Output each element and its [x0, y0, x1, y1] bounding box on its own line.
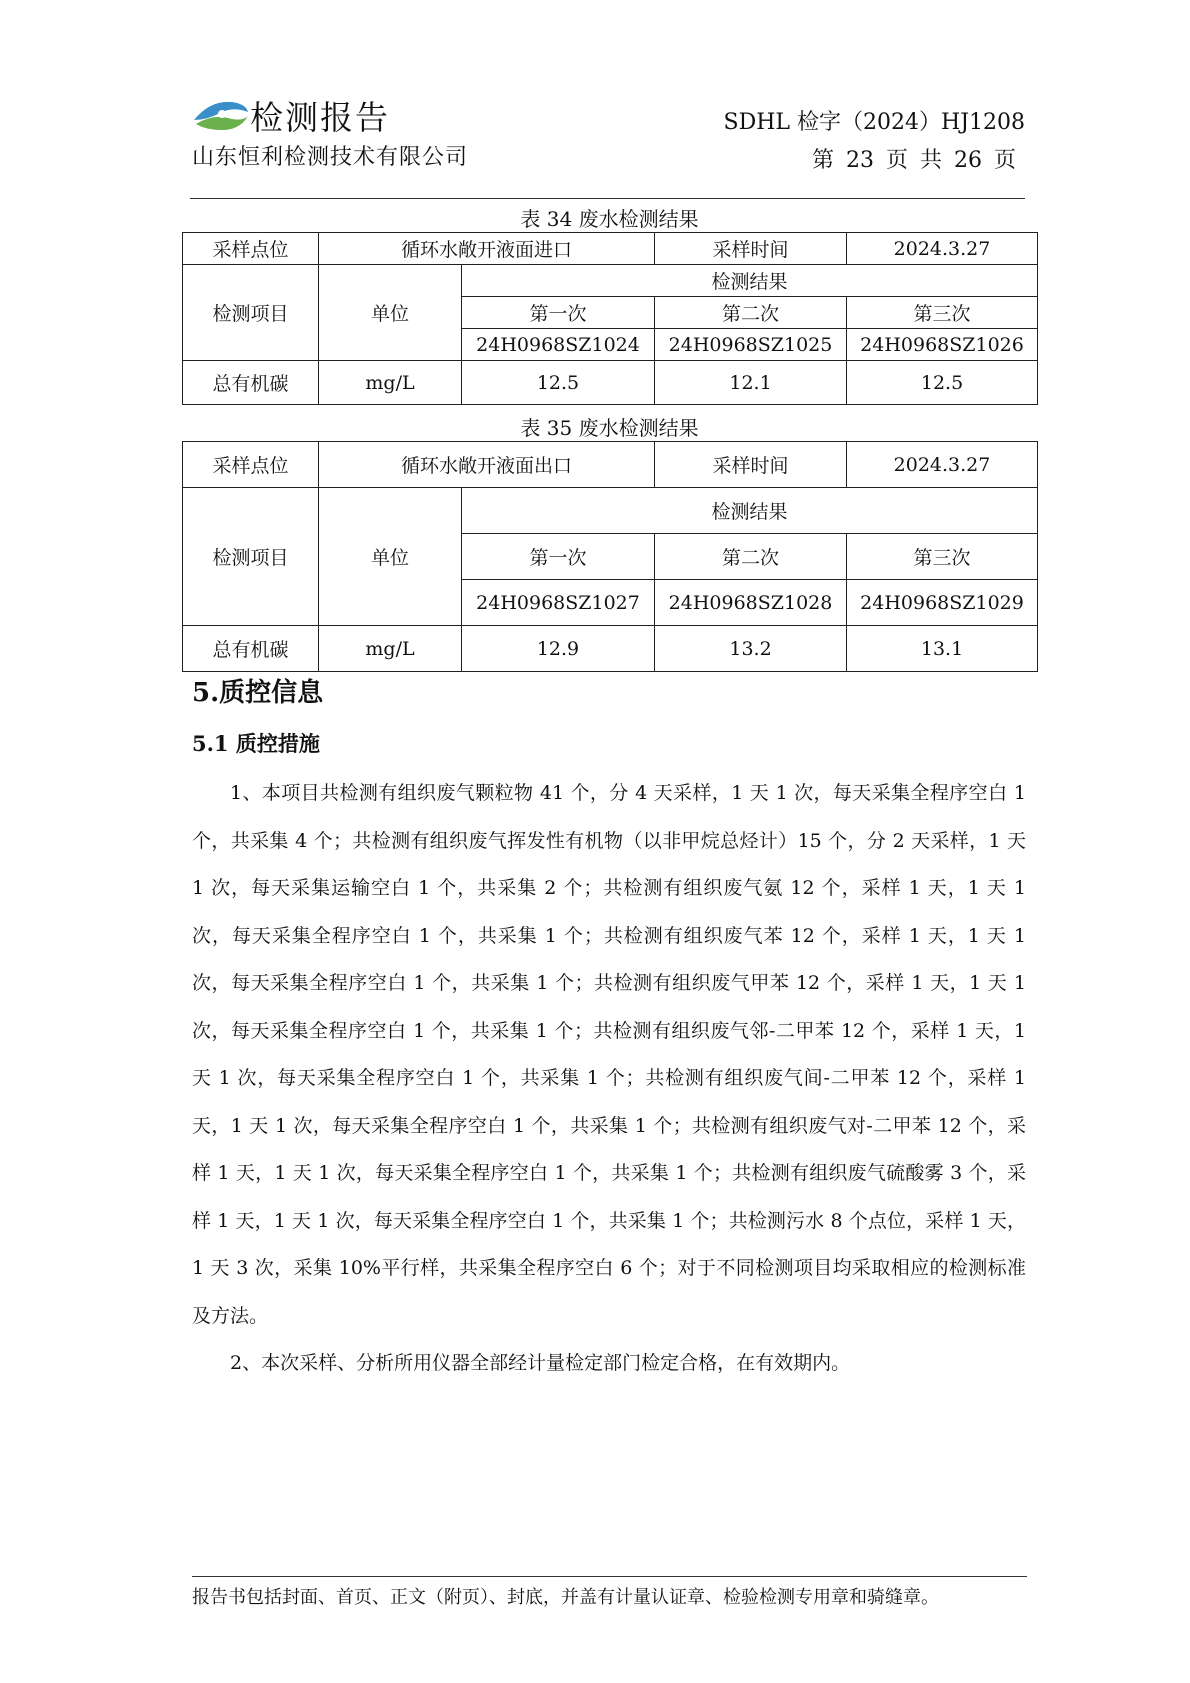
- site-label: 采样点位: [183, 233, 319, 265]
- table35-caption: 表 35 废水检测结果: [520, 416, 699, 440]
- result-label: 检测结果: [462, 488, 1038, 534]
- time-value: 2024.3.27: [847, 442, 1038, 488]
- round-3: 第三次: [847, 297, 1038, 329]
- unit-label: 单位: [319, 265, 462, 361]
- page-current: 23: [845, 148, 874, 173]
- company-logo-icon: [192, 92, 250, 134]
- footer-note: 报告书包括封面、首页、正文（附页）、封底，并盖有计量认证章、检验检测专用章和骑缝章。: [192, 1587, 939, 1608]
- site-label: 采样点位: [183, 442, 319, 488]
- result-value: 12.9: [462, 626, 655, 672]
- section-heading: 5.质控信息: [192, 678, 324, 708]
- site-value: 循环水敞开液面进口: [319, 233, 655, 265]
- table35: [182, 441, 1038, 672]
- result-value: 13.1: [847, 626, 1038, 672]
- footer-divider: [192, 1576, 1027, 1577]
- item-label: 检测项目: [183, 265, 319, 361]
- unit-value: mg/L: [319, 361, 462, 405]
- result-value: 12.5: [847, 361, 1038, 405]
- section-subheading: 5.1 质控措施: [192, 731, 320, 756]
- item-label: 检测项目: [183, 488, 319, 626]
- round-2: 第二次: [655, 534, 847, 580]
- report-number: SDHL 检字（2024）HJ1208: [723, 110, 1025, 135]
- result-value: 12.1: [655, 361, 847, 405]
- round-1: 第一次: [462, 297, 655, 329]
- sample-code: 24H0968SZ1027: [462, 580, 655, 626]
- company-name: 山东恒利检测技术有限公司: [192, 145, 469, 170]
- report-title: 检测报告: [250, 98, 390, 137]
- sample-code: 24H0968SZ1025: [655, 329, 847, 361]
- qc-paragraph-1: 1、本项目共检测有组织废气颗粒物 41 个，分 4 天采样，1 天 1 次，每天采集全程序空白 1 个，共采集 4 个；共检测有组织废气挥发性有机物（以非甲烷总烃计）15 个，分 2 天采样，1 天 1 次，每天采集运输空白 1 个，共采集 2 个；共检测有组织废气氨 12 个，采样 1 天，1 天 1 次，每天采集全程序空白 1 个，共采集 1 个；共检测有组织废气苯 12 个，采样 1 天，1 天 1 次，每天采集全程序空白 1 个，共采集 1 个；共检测有组织废气甲苯 12 个，采样 1 天，1 天 1 次，每天采集全程序空白 1 个，共采集 1 个；共检测有组织废气邻-二甲苯 12 个，采样 1 天，1 天 1 次，每天采集全程序空白 1 个，共采集 1 个；共检测有组织废气间-二甲苯 12 个，采样 1 天，1 天 1 次，每天采集全程序空白 1 个，共采集 1 个；共检测有组织废气对-二甲苯 12 个，采样 1 天，1 天 1 次，每天采集全程序空白 1 个，共采集 1 个；共检测有组织废气硫酸雾 3 个，采样 1 天，1 天 1 次，每天采集全程序空白 1 个，共采集 1 个；共检测污水 8 个点位，采样 1 天，1 天 3 次，采集 10%平行样，共采集全程序空白 6 个；对于不同检测项目均采取相应的检测标准及方法。: [192, 782, 1026, 1327]
- time-label: 采样时间: [655, 442, 847, 488]
- sample-code: 24H0968SZ1026: [847, 329, 1038, 361]
- qc-paragraph-2: 2、本次采样、分析所用仪器全部经计量检定部门检定合格，在有效期内。: [230, 1352, 851, 1374]
- unit-label: 单位: [319, 488, 462, 626]
- result-value: 12.5: [462, 361, 655, 405]
- round-2: 第二次: [655, 297, 847, 329]
- page-total: 26: [953, 148, 982, 173]
- table34-caption: 表 34 废水检测结果: [520, 207, 699, 231]
- sample-code: 24H0968SZ1029: [847, 580, 1038, 626]
- round-3: 第三次: [847, 534, 1038, 580]
- sample-code: 24H0968SZ1024: [462, 329, 655, 361]
- round-1: 第一次: [462, 534, 655, 580]
- page-indicator: 第 23 页 共 26 页: [811, 148, 1016, 173]
- header-divider: [190, 198, 1025, 199]
- item-name: 总有机碳: [183, 626, 319, 672]
- result-value: 13.2: [655, 626, 847, 672]
- result-label: 检测结果: [462, 265, 1038, 297]
- time-value: 2024.3.27: [847, 233, 1038, 265]
- site-value: 循环水敞开液面出口: [319, 442, 655, 488]
- table34: [182, 232, 1038, 405]
- sample-code: 24H0968SZ1028: [655, 580, 847, 626]
- time-label: 采样时间: [655, 233, 847, 265]
- item-name: 总有机碳: [183, 361, 319, 405]
- unit-value: mg/L: [319, 626, 462, 672]
